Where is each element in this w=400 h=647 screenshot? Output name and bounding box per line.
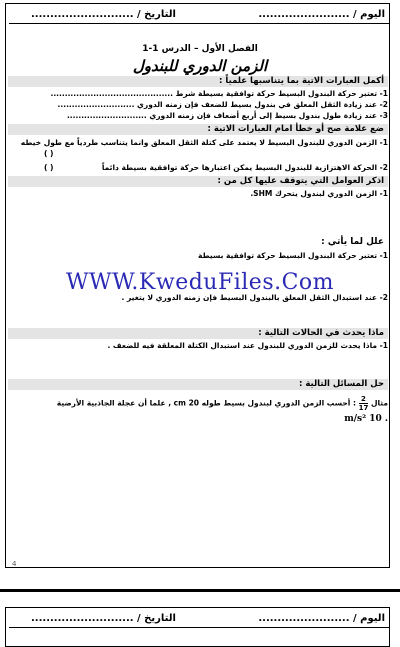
- complete-item-2: 2- عند زيادة الثقل المعلق في بندول بسيط للضعف فإن زمنه الدوري ...........................: [57, 100, 388, 109]
- day-label: اليوم / ........................: [258, 9, 385, 20]
- section-heading-true-false: ضع علامة صح أو خطأ امام العبارات الاتية :: [8, 124, 388, 135]
- tf-item-2: 2- الحركة الاهتزازية للبندول البسيط يمكن اعتبارها حركة توافقية بسيطة دائماً: [101, 163, 388, 172]
- complete-item-1: 1- تعتبر حركة البندول البسيط حركة توافقية بسيطة شرط ...........................................: [50, 89, 388, 98]
- complete-item-3: 3- عند زيادة طول بندول بسيط إلى أربع أضعاف فإن زمنه الدوري ............................: [66, 111, 388, 120]
- example-number-fraction: [359, 395, 369, 412]
- section-heading-explain: علل لما يأتي :: [321, 237, 384, 247]
- problem-example: [10, 395, 388, 412]
- example-text: : أحسب الزمن الدوري لبندول بسيط طوله 20 cm , علما أن عجلة الجاذبية الأرضية: [56, 398, 356, 408]
- next-page-header: [9, 610, 389, 628]
- section-heading-what-happens: ماذا يحدث في الحالات التالية :: [8, 328, 388, 339]
- next-date-label: التاريخ / ...........................: [31, 613, 176, 624]
- next-header-divider: [9, 627, 389, 628]
- factors-item-1: 1- الزمن الدوري لبندول يتحرك SHM.: [250, 189, 388, 198]
- example-gravity-value: . 10 m/s²: [344, 414, 388, 424]
- date-label: التاريخ / ...........................: [31, 9, 176, 20]
- section-heading-factors: اذكر العوامل التي يتوقف عليها كل من :: [8, 176, 388, 187]
- watermark: WWW.KweduFiles.Com: [65, 270, 335, 295]
- explain-item-1: 1- تعتبر حركة البندول البسيط حركة توافقية بسيطة: [198, 251, 388, 260]
- example-prefix: مثال: [370, 398, 388, 408]
- what-happens-item-1: 1- ماذا يحدث للزمن الدوري للبندول عند استبدال الكتلة المعلقة فيه للضعف .: [107, 341, 388, 350]
- tf-item-1: 1- الزمن الدوري للبندول البسيط لا يعتمد على كتلة الثقل المعلق وانما يتناسب طردياً مع طول خيطه: [20, 138, 388, 147]
- page-separator: [0, 589, 400, 592]
- next-day-label: اليوم / ........................: [258, 613, 385, 624]
- section-heading-problems: حل المسائل التالية :: [8, 379, 388, 390]
- fraction-numerator: 2: [359, 395, 369, 404]
- tf-answer-2: ( ): [44, 163, 54, 172]
- page-title: الزمن الدوري للبندول: [132, 57, 268, 75]
- fraction-denominator: 17: [358, 404, 369, 412]
- section-heading-complete: أكمل العبارات الاتية بما يتناسبها علمياً :: [8, 76, 388, 87]
- page-header: [9, 6, 389, 24]
- lesson-label: الفصل الأول – الدرس 1-1: [142, 44, 258, 54]
- page-number: 4: [12, 560, 17, 568]
- explain-item-2: 2- عند استبدال الثقل المعلق بالبندول البسيط فإن زمنه الدوري لا يتغير .: [121, 293, 388, 302]
- header-divider: [9, 23, 389, 24]
- tf-answer-1: ( ): [44, 149, 54, 158]
